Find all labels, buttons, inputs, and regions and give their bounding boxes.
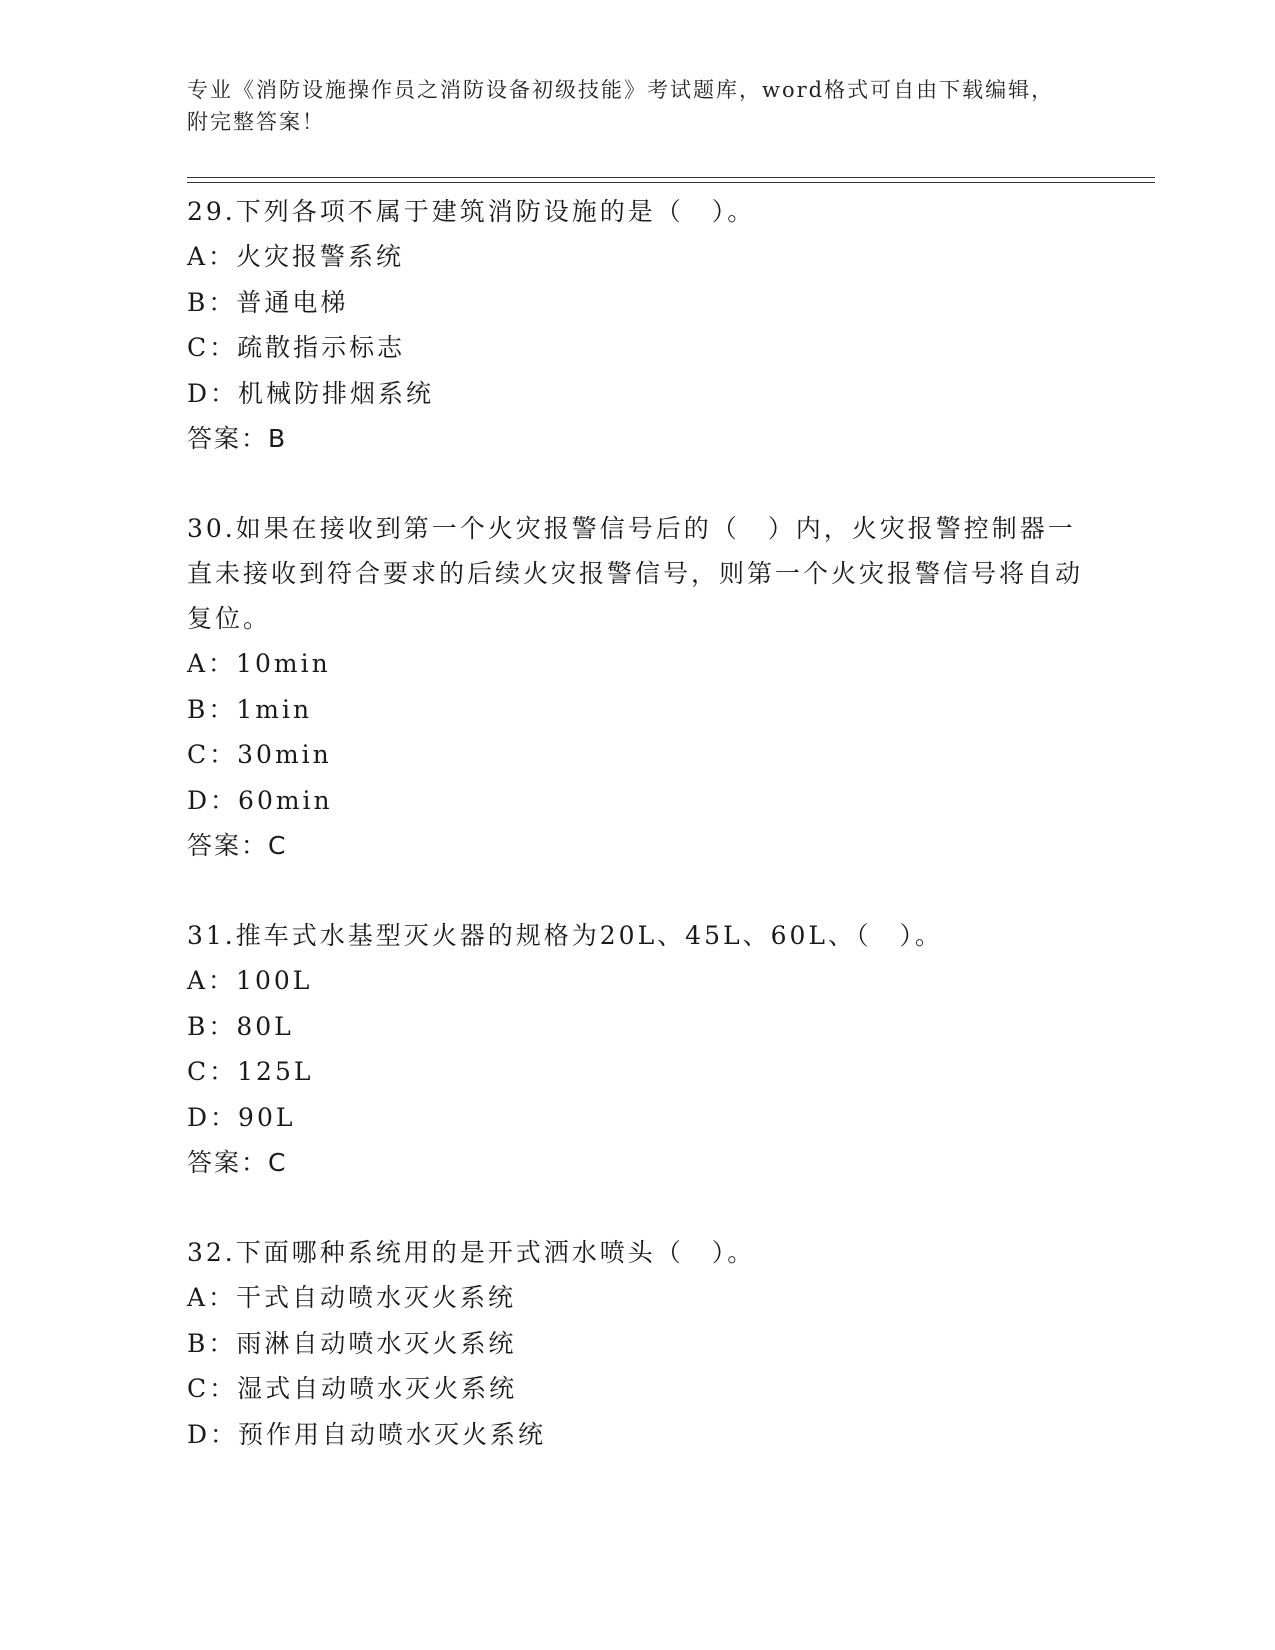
option-b: B：80L [187,1011,294,1041]
option-a: A：火灾报警系统 [187,242,405,271]
header-divider-bottom [187,182,1155,183]
option-a: A：干式自动喷水灭火系统 [187,1283,517,1312]
option-c: C：125L [187,1057,314,1086]
question-30 [187,506,1087,868]
answer: 答案：C [187,1148,288,1177]
option-c: C：疏散指示标志 [187,333,406,362]
answer: 答案：C [187,831,288,860]
question-29 [187,189,1087,461]
option-b: B：1min [187,694,313,724]
option-d: D：90L [187,1102,296,1132]
option-d: D：机械防排烟系统 [187,378,435,408]
header-divider-top [187,177,1155,178]
option-a: A：100L [187,966,313,995]
question-stem: 30.如果在接收到第一个火灾报警信号后的（ ）内，火灾报警控制器一直未接收到符合要求的后续火灾报警信号，则第一个火灾报警信号将自动复位。 [187,514,1084,633]
option-c: C：湿式自动喷水灭火系统 [187,1374,518,1403]
option-d: D：60min [187,785,333,815]
question-stem: 29.下列各项不属于建筑消防设施的是（ ）。 [187,197,756,226]
question-stem: 32.下面哪种系统用的是开式洒水喷头（ ）。 [187,1238,756,1267]
answer: 答案：B [187,424,288,453]
option-d: D：预作用自动喷水灭火系统 [187,1419,547,1449]
question-stem: 31.推车式水基型灭火器的规格为20L、45L、60L、（ ）。 [187,921,943,950]
question-32 [187,1230,1087,1457]
option-b: B：雨淋自动喷水灭火系统 [187,1328,517,1358]
option-a: A：10min [187,649,331,678]
question-list [187,189,1087,1502]
option-b: B：普通电梯 [187,287,349,317]
document-header: 专业《消防设施操作员之消防设备初级技能》考试题库，word格式可自由下载编辑，附完整答案！ [187,78,1055,134]
option-c: C：30min [187,740,332,769]
question-31 [187,913,1087,1185]
